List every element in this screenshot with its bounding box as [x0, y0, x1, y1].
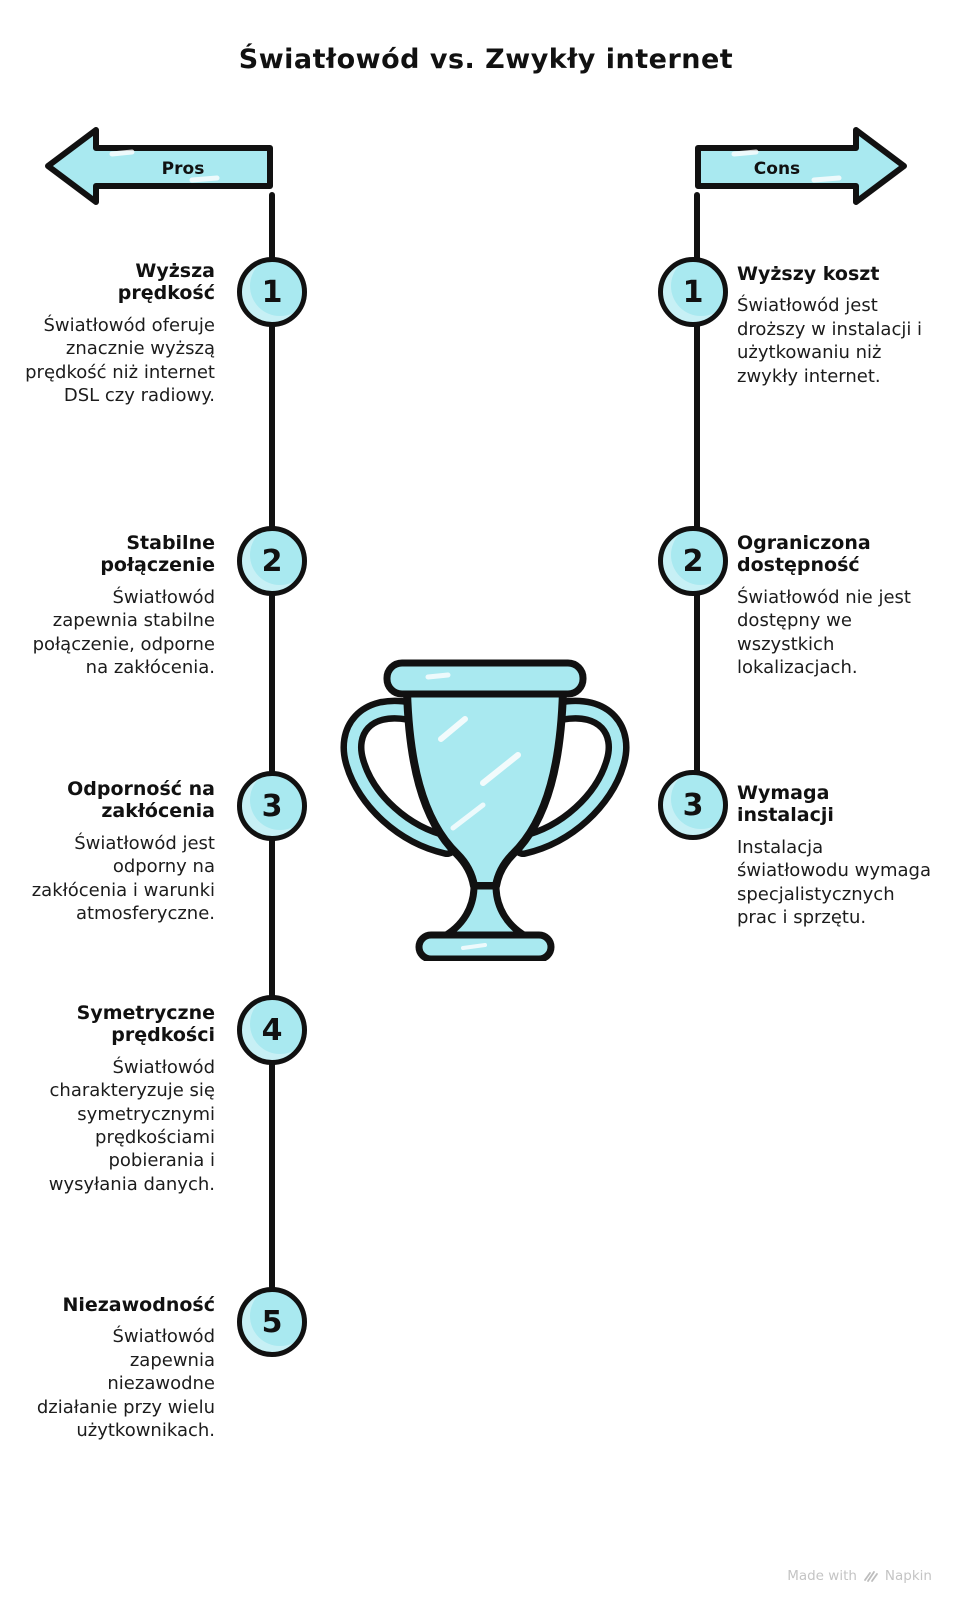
cons-item-1-body: Światłowód jest droższy w instalacji i użytkowaniu niż zwykły internet. [737, 295, 923, 387]
cons-node-3-number: 3 [682, 787, 704, 823]
cons-node-3 [658, 770, 728, 840]
pros-item-1-title: Wyższa prędkość [117, 260, 215, 305]
cons-node-1-number: 1 [682, 274, 704, 310]
cons-item-2-title: Ograniczona dostępność [737, 532, 871, 577]
pros-item-3 [25, 778, 215, 925]
pros-node-5 [237, 1287, 307, 1357]
pros-node-1-number: 1 [261, 274, 283, 310]
pros-item-3-title: Odporność na zakłócenia [67, 778, 215, 823]
cons-arrow-label: Cons [753, 159, 801, 179]
pros-arrow-label: Pros [161, 159, 205, 179]
pros-node-4-number: 4 [261, 1012, 283, 1048]
page-title: Światłowód vs. Zwykły internet [238, 44, 734, 75]
pros-node-5-number: 5 [261, 1304, 283, 1340]
pros-item-5-body: Światłowód zapewnia niezawodne działanie przy wielu użytkownikach. [36, 1326, 215, 1441]
pros-item-5 [25, 1294, 215, 1442]
cons-item-2 [737, 532, 937, 679]
pros-node-3-number: 3 [261, 788, 283, 824]
pros-node-3 [237, 771, 307, 841]
cons-node-2 [658, 526, 728, 596]
pros-node-2-number: 2 [261, 543, 283, 579]
pros-node-2 [237, 526, 307, 596]
napkin-logo-icon [863, 1569, 879, 1584]
pros-node-4 [237, 995, 307, 1065]
watermark [787, 1568, 932, 1584]
pros-node-1 [237, 257, 307, 327]
pros-rail-line [269, 192, 275, 1297]
pros-item-1 [25, 260, 215, 407]
cons-node-1 [658, 257, 728, 327]
pros-item-2-title: Stabilne połączenie [100, 532, 215, 577]
pros-item-5-title: Niezawodność [62, 1294, 215, 1316]
trophy-icon [333, 653, 637, 961]
watermark-prefix: Made with [787, 1568, 857, 1584]
pros-item-4 [25, 1002, 215, 1196]
pros-item-2-body: Światłowód zapewnia stabilne połączenie, odporne na zakłócenia. [32, 586, 215, 678]
cons-item-2-body: Światłowód nie jest dostępny we wszystkich lokalizacjach. [737, 586, 911, 678]
pros-item-4-body: Światłowód charakteryzuje się symetrycznymi prędkościami pobierania i wysyłania danych. [48, 1056, 215, 1195]
pros-item-4-title: Symetryczne prędkości [76, 1002, 215, 1047]
cons-item-1-title: Wyższy koszt [737, 263, 880, 285]
cons-item-3-body: Instalacja światłowodu wymaga specjalistycznych prac i sprzętu. [737, 836, 932, 928]
cons-item-1 [737, 263, 937, 388]
pros-item-2 [25, 532, 215, 679]
cons-item-3 [737, 782, 937, 929]
watermark-brand: Napkin [884, 1568, 932, 1584]
pros-item-3-body: Światłowód jest odporny na zakłócenia i warunki atmosferyczne. [31, 832, 215, 924]
pros-item-1-body: Światłowód oferuje znacznie wyższą prędkość niż internet DSL czy radiowy. [25, 314, 215, 406]
cons-item-3-title: Wymaga instalacji [737, 782, 834, 827]
cons-node-2-number: 2 [682, 543, 704, 579]
